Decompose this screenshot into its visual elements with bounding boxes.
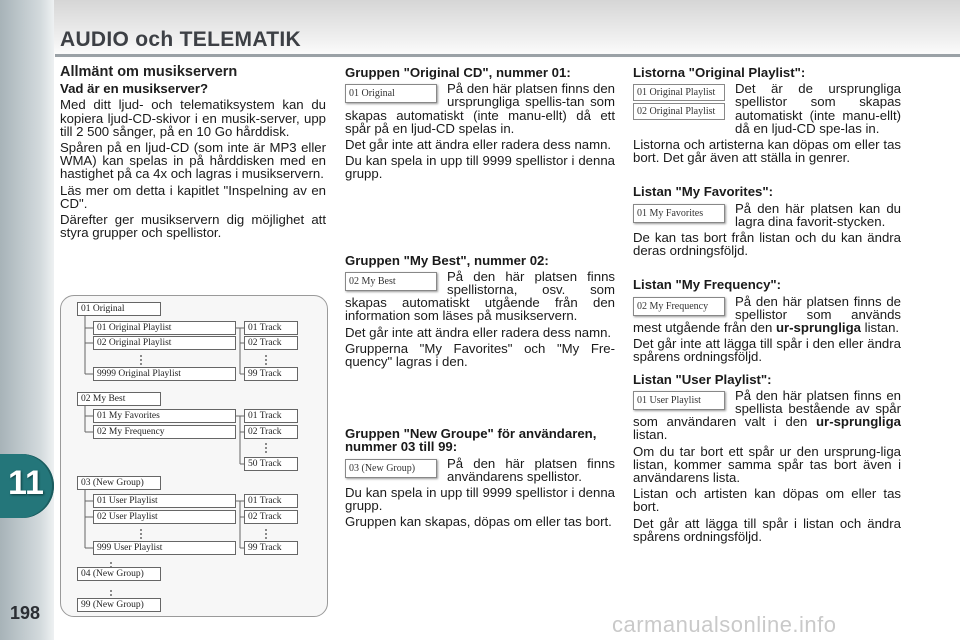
ellipsis-dot <box>265 533 267 535</box>
ellipsis-dot <box>140 355 142 357</box>
screen-label-image <box>633 204 725 223</box>
tree-group-node: 04 (New Group) <box>77 567 161 581</box>
tree-playlist-node: 9999 Original Playlist <box>93 367 236 381</box>
screen-label-text: 02 My Best <box>349 275 396 287</box>
paragraph: Du kan spela in upp till 9999 spellistor i denna grupp. <box>345 153 615 182</box>
header-rule <box>55 54 960 57</box>
section-heading: Gruppen "My Best", nummer 02: <box>345 252 549 268</box>
emphasis-text: ur-sprungliga <box>816 414 901 430</box>
tree-playlist-node: 01 User Playlist <box>93 494 236 508</box>
tree-track-node: 02 Track <box>244 425 298 439</box>
paragraph: På den här platsen finns användarens spellistor. <box>447 455 615 484</box>
screen-label-text: 01 Original <box>349 88 395 100</box>
tree-track-node: 99 Track <box>244 367 298 381</box>
watermark: carmanualsonline.info <box>612 612 837 637</box>
ellipsis-dot <box>110 562 112 564</box>
paragraph: Läs mer om detta i kapitlet "Inspelning av en CD". <box>60 182 326 211</box>
ellipsis-dot <box>140 533 142 535</box>
ellipsis-dot <box>265 537 267 539</box>
paragraph: Du kan spela in upp till 9999 spellistor i denna grupp. <box>345 485 615 514</box>
paragraph: Spåren på en ljud-CD (som inte är MP3 eller WMA) kan spelas in på hårddisken med en hastighet på ca 4x och lagras i musikservern. <box>60 140 326 182</box>
spacer <box>345 184 615 254</box>
paragraph: Det går inte att lägga till spår i den eller ändra spårens ordningsföljd. <box>633 336 901 365</box>
ellipsis-dot <box>265 443 267 445</box>
ellipsis-dot <box>265 447 267 449</box>
tree-track-node: 01 Track <box>244 409 298 423</box>
side-band <box>0 0 54 640</box>
screen-label-text: 02 Original Playlist <box>633 103 725 120</box>
ellipsis-dot <box>265 355 267 357</box>
paragraph-text: listan. <box>860 320 900 336</box>
ellipsis-dot <box>265 529 267 531</box>
screen-label-text: 01 My Favorites <box>637 207 704 219</box>
paragraph: Listan och artisten kan döpas om eller tas bort. <box>633 486 901 515</box>
music-server-tree-diagram <box>60 295 328 617</box>
tree-playlist-node: 01 Original Playlist <box>93 321 236 335</box>
tree-group-node: 01 Original <box>77 302 161 316</box>
paragraph: På den här platsen finns den ursprungliga spellis-tan som skapas automatiskt (inte manu-ellt) då ett spår på en ljud-CD spelas in. <box>345 81 615 136</box>
tree-group-node: 99 (New Group) <box>77 598 161 612</box>
section-heading: Gruppen "Original CD", nummer 01: <box>345 65 571 80</box>
tree-playlist-node: 02 Original Playlist <box>93 336 236 350</box>
screen-label-text: 01 User Playlist <box>637 394 701 406</box>
tree-track-node: 99 Track <box>244 541 298 555</box>
ellipsis-dot <box>110 590 112 592</box>
paragraph: Gruppen kan skapas, döpas om eller tas bort. <box>345 514 612 530</box>
screen-label-image <box>633 84 725 122</box>
tree-track-node: 02 Track <box>244 336 298 350</box>
paragraph: Det går inte att ändra eller radera dess namn. <box>345 137 612 153</box>
chapter-number: 11 <box>8 464 44 502</box>
paragraph-text: listan. <box>633 427 668 443</box>
ellipsis-dot <box>140 363 142 365</box>
emphasis-text: ur-sprungliga <box>775 320 861 336</box>
screen-label-image <box>345 84 437 103</box>
ellipsis-dot <box>265 451 267 453</box>
paragraph-text: På den här platsen finns de spellistor som används mest utgående från den <box>633 293 901 336</box>
paragraph: Om du tar bort ett spår ur den ursprung-liga listan, kommer samma spår tas bort även i användarens lista. <box>633 443 901 486</box>
paragraph: Därefter ger musikservern dig möjlighet att styra grupper och spellistor. <box>60 212 326 241</box>
ellipsis-dot <box>140 537 142 539</box>
section-heading: Listan "My Favorites": <box>633 184 774 200</box>
ellipsis-dot <box>140 529 142 531</box>
tree-playlist-node: 01 My Favorites <box>93 409 236 423</box>
column-2 <box>345 66 615 532</box>
tree-group-node: 02 My Best <box>77 392 161 406</box>
tree-track-node: 02 Track <box>244 510 298 524</box>
paragraph: Grupperna "My Favorites" och "My Fre-quency" lagras i den. <box>345 340 615 370</box>
spacer <box>633 167 901 185</box>
ellipsis-dot <box>140 359 142 361</box>
paragraph: Det går inte att ändra eller radera dess namn. <box>345 324 612 340</box>
screen-label-image <box>345 459 437 478</box>
section-heading: Allmänt om musikservern <box>60 64 238 80</box>
section-heading: Listorna "Original Playlist": <box>633 65 806 80</box>
column-1 <box>60 66 326 242</box>
paragraph: Det går att lägga till spår i listan och ändra spårens ordningsföljd. <box>633 515 901 544</box>
subheading: Vad är en musikserver? <box>60 81 209 97</box>
ellipsis-dot <box>265 363 267 365</box>
page-title: AUDIO och TELEMATIK <box>60 28 301 51</box>
paragraph: På den här platsen finns spellistorna, osv. som skapas automatiskt utgående från den information som läses på musikservern. <box>345 268 615 324</box>
ellipsis-dot <box>265 359 267 361</box>
screen-label-image <box>345 272 437 291</box>
screen-label-image <box>633 391 725 410</box>
paragraph: Med ditt ljud- och telematiksystem kan du kopiera ljud-CD-skivor i en musik-server, upp till 2 500 sånger, på en 10 Go hårddisk. <box>60 97 326 139</box>
spacer <box>345 371 615 427</box>
paragraph: De kan tas bort från listan och du kan ändra deras ordningsföljd. <box>633 230 901 259</box>
paragraph: På den här platsen kan du lagra dina favorit-stycken. <box>735 200 901 229</box>
ellipsis-dot <box>110 594 112 596</box>
tree-playlist-node: 02 User Playlist <box>93 510 236 524</box>
column-3 <box>633 66 901 546</box>
paragraph: Det är de ursprungliga spellistor som skapas automatiskt (inte manu-ellt) då en ljud-CD spe-las in. <box>735 81 901 136</box>
tree-track-node: 01 Track <box>244 321 298 335</box>
tree-track-node: 01 Track <box>244 494 298 508</box>
tree-group-node: 03 (New Group) <box>77 476 161 490</box>
tree-playlist-node: 02 My Frequency <box>93 425 236 439</box>
screen-label-text: 01 Original Playlist <box>633 84 725 101</box>
tree-track-node: 50 Track <box>244 457 298 471</box>
paragraph-text: På den här platsen finns en spellista bestående av spår som användaren valt i den <box>633 387 901 430</box>
page-number: 198 <box>10 603 41 623</box>
spacer <box>633 260 901 278</box>
screen-label-text: 03 (New Group) <box>349 462 416 474</box>
section-heading: Gruppen "New Groupe" för användaren, nummer 03 till 99: <box>345 426 597 455</box>
section-heading: Listan "User Playlist": <box>633 371 772 387</box>
screen-label-image <box>633 297 725 316</box>
section-heading: Listan "My Frequency": <box>633 277 782 293</box>
paragraph: Listorna och artisterna kan döpas om eller tas bort. Det går även att ställa in genrer. <box>633 137 901 166</box>
screen-label-text: 02 My Frequency <box>637 300 709 312</box>
tree-playlist-node: 999 User Playlist <box>93 541 236 555</box>
